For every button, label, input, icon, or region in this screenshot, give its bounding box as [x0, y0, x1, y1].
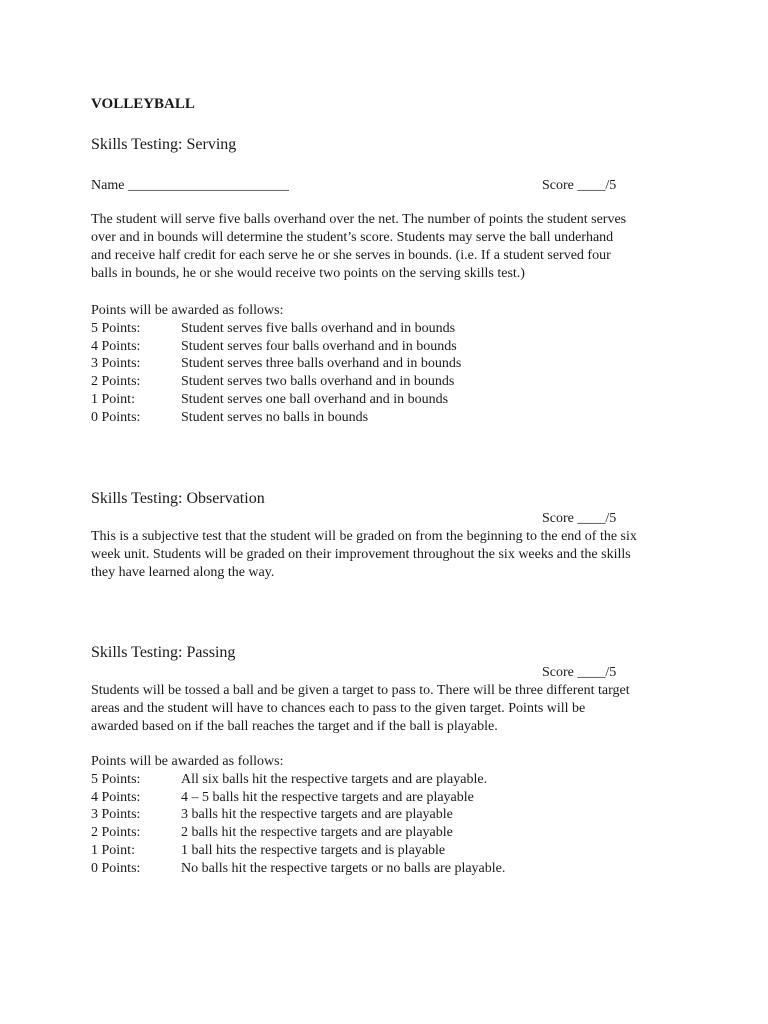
paragraph-line: areas and the student will have to chances each to pass to the given target. Points will be [91, 701, 586, 716]
rubric-row [91, 409, 461, 427]
document-title: VOLLEYBALL [91, 96, 195, 112]
rubric-criteria: Student serves no balls in bounds [181, 409, 369, 425]
rubric-points: 3 Points: [91, 356, 141, 372]
serving-rubric [91, 302, 461, 427]
rubric-criteria: Student serves three balls overhand and in bounds [181, 356, 462, 372]
rubric-criteria: Student serves four balls overhand and in bounds [181, 338, 457, 354]
rubric-row [91, 806, 505, 824]
rubric-points: 4 Points: [91, 789, 141, 805]
rubric-points: 1 Point: [91, 842, 135, 858]
rubric-intro: Points will be awarded as follows: [91, 303, 284, 318]
serving-heading: Skills Testing: Serving [91, 136, 237, 153]
rubric-criteria: 4 – 5 balls hit the respective targets and are playable [181, 789, 474, 805]
rubric-points: 2 Points: [91, 825, 141, 841]
rubric-row [91, 860, 505, 878]
rubric-row [91, 355, 461, 373]
paragraph-line: The student will serve five balls overhand over the net. The number of points the student serves [91, 212, 627, 227]
rubric-criteria: All six balls hit the respective targets and are playable. [181, 771, 488, 787]
paragraph-line: and receive half credit for each serve he or she serves in bounds. (i.e. If a student served four [91, 248, 611, 263]
observation-description [91, 528, 691, 582]
rubric-points: 2 Points: [91, 374, 141, 390]
paragraph-line: This is a subjective test that the student will be graded on from the beginning to the end of the six [91, 529, 637, 544]
serving-score: Score ____/5 [542, 178, 617, 193]
rubric-criteria: 3 balls hit the respective targets and are playable [181, 807, 453, 823]
rubric-row [91, 373, 461, 391]
rubric-criteria: No balls hit the respective targets or no balls are playable. [181, 860, 506, 876]
rubric-points: 5 Points: [91, 320, 141, 336]
rubric-row [91, 771, 505, 789]
passing-description [91, 682, 691, 736]
rubric-criteria: Student serves five balls overhand and in bounds [181, 320, 456, 336]
rubric-points: 5 Points: [91, 771, 141, 787]
rubric-row [91, 824, 505, 842]
paragraph-line: week unit. Students will be graded on their improvement throughout the six weeks and the skills [91, 547, 631, 562]
rubric-points: 0 Points: [91, 409, 141, 425]
rubric-criteria: Student serves one ball overhand and in bounds [181, 391, 449, 407]
rubric-points: 4 Points: [91, 338, 141, 354]
rubric-row [91, 789, 505, 807]
observation-score: Score ____/5 [542, 511, 617, 526]
paragraph-line: Students will be tossed a ball and be given a target to pass to. There will be three different target [91, 683, 630, 698]
rubric-intro: Points will be awarded as follows: [91, 754, 284, 769]
passing-score: Score ____/5 [542, 665, 617, 680]
rubric-row [91, 338, 461, 356]
rubric-criteria: 2 balls hit the respective targets and are playable [181, 825, 453, 841]
rubric-criteria: Student serves two balls overhand and in bounds [181, 374, 455, 390]
rubric-points: 1 Point: [91, 391, 135, 407]
name-field: Name _______________________ [91, 178, 289, 193]
paragraph-line: awarded based on if the ball reaches the target and if the ball is playable. [91, 719, 498, 734]
rubric-criteria: 1 ball hits the respective targets and is playable [181, 842, 446, 858]
rubric-points: 3 Points: [91, 807, 141, 823]
serving-description [91, 211, 691, 283]
passing-heading: Skills Testing: Passing [91, 644, 236, 661]
paragraph-line: they have learned along the way. [91, 565, 275, 580]
rubric-row [91, 842, 505, 860]
rubric-row [91, 391, 461, 409]
rubric-points: 0 Points: [91, 860, 141, 876]
observation-heading: Skills Testing: Observation [91, 490, 265, 507]
rubric-row [91, 320, 461, 338]
paragraph-line: balls in bounds, he or she would receive two points on the serving skills test.) [91, 266, 525, 281]
paragraph-line: over and in bounds will determine the student’s score. Students may serve the ball underhand [91, 230, 614, 245]
passing-rubric [91, 753, 505, 878]
